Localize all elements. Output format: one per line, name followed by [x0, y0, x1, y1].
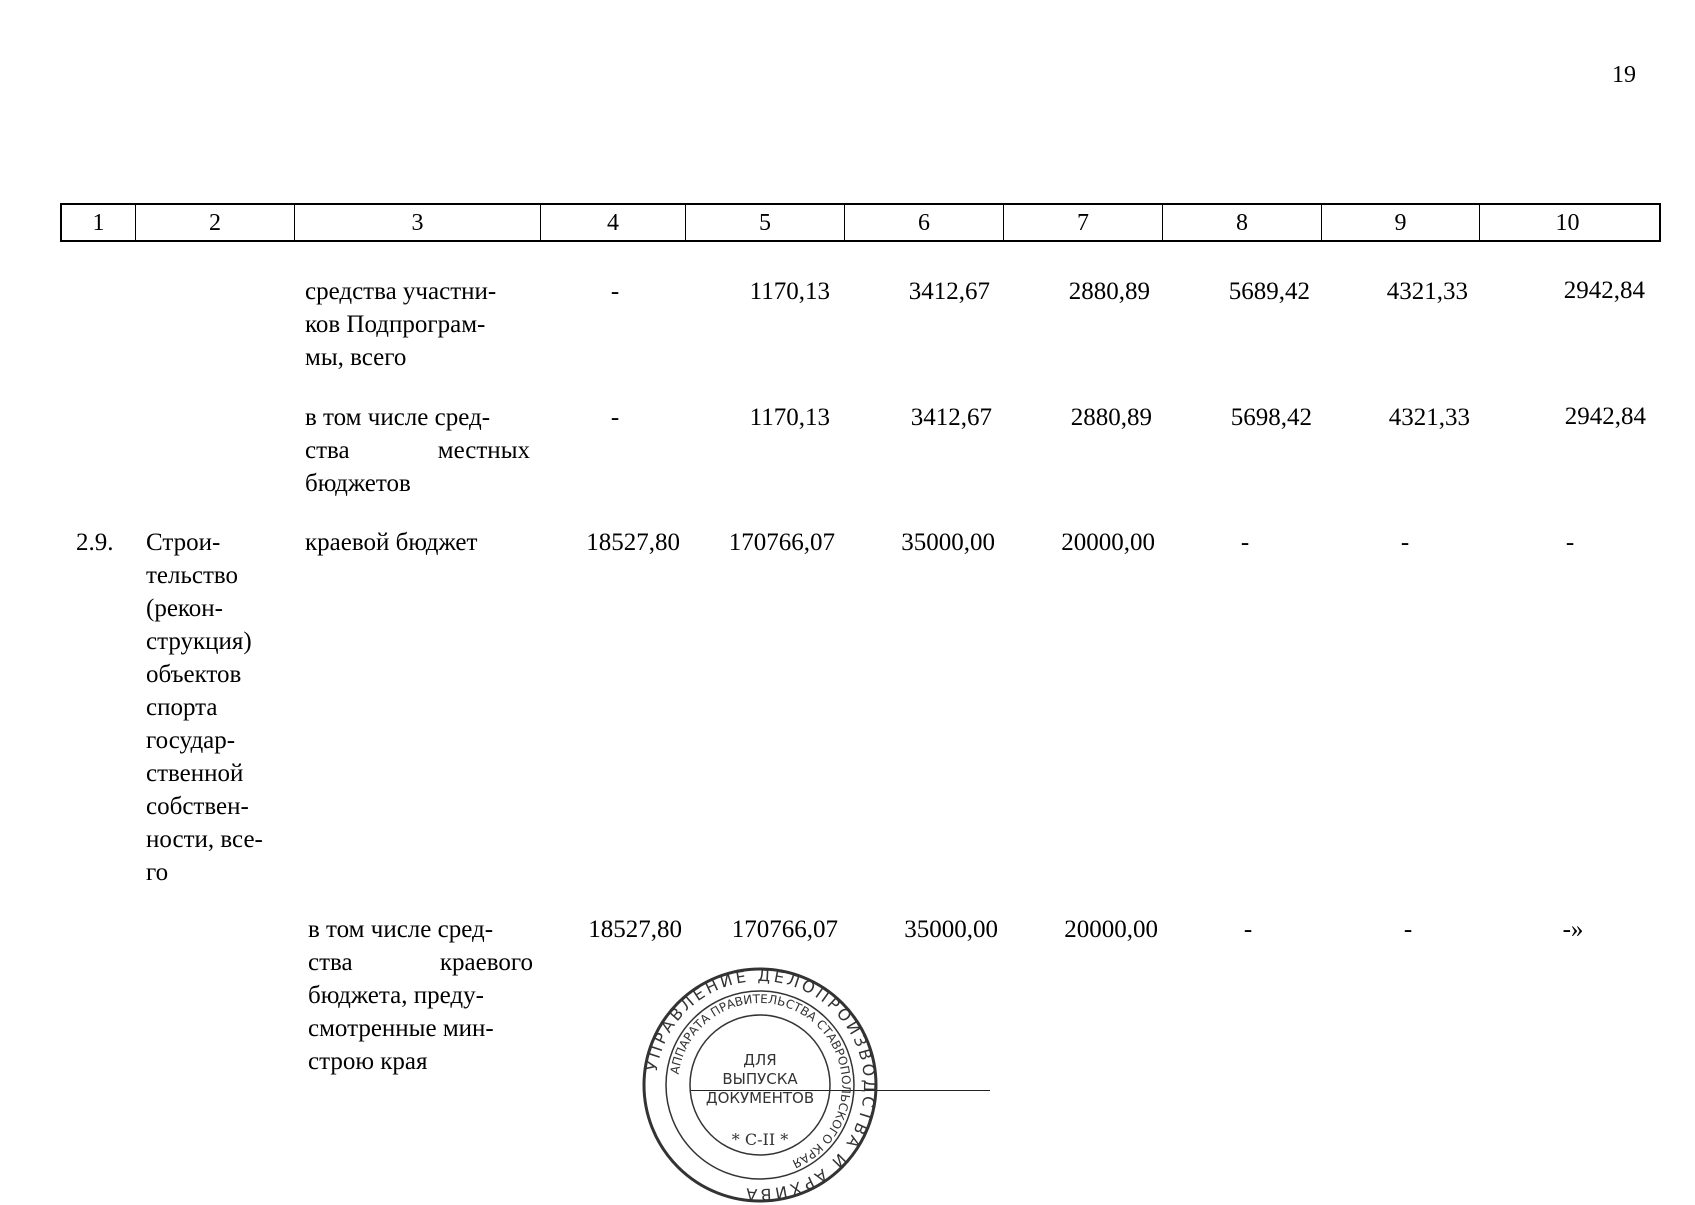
row-3-name-line: государ- — [146, 727, 236, 754]
row-1-col10: 2942,84 — [1563, 277, 1645, 304]
row-4-col7: 20000,00 — [1064, 916, 1158, 943]
header-cell-1: 1 — [92, 210, 105, 236]
stamp-center-line-1: ДЛЯ — [743, 1051, 777, 1069]
row-4-col9: - — [1403, 916, 1413, 943]
row-4-col4: 18527,80 — [588, 916, 682, 943]
row-3-name-line: собствен- — [146, 793, 249, 820]
row-3-name-line: ственной — [146, 760, 244, 787]
row-4-description — [308, 913, 533, 1078]
row-2-desc-line: ства местных — [305, 437, 530, 464]
row-3-desc-line: краевой бюджет — [305, 529, 478, 556]
page-number: 19 — [1612, 62, 1636, 88]
row-2-desc-line: бюджетов — [305, 470, 411, 497]
stamp-center-line-3: ДОКУМЕНТОВ — [705, 1089, 815, 1107]
row-4-desc-line: в том числе сред- — [308, 916, 494, 943]
row-1-col4: - — [610, 278, 620, 305]
row-3-name-line: (рекон- — [146, 595, 224, 622]
row-4-desc-line: бюджета, преду- — [308, 982, 484, 1009]
row-1-col6: 3412,67 — [908, 278, 990, 305]
row-2-col5: 1170,13 — [749, 404, 830, 431]
row-1-description — [305, 275, 530, 374]
row-3-name — [146, 526, 296, 889]
header-cell-3: 3 — [294, 205, 540, 240]
row-3-col6: 35000,00 — [901, 529, 995, 556]
row-3-col7: 20000,00 — [1061, 529, 1155, 556]
row-2-col10: 2942,84 — [1564, 403, 1646, 430]
row-2-description — [305, 401, 530, 500]
row-1-col7: 2880,89 — [1068, 278, 1150, 305]
stamp-center-line-2: ВЫПУСКА — [722, 1070, 798, 1088]
header-cell-6: 6 — [844, 205, 1003, 240]
row-3-col5: 170766,07 — [728, 529, 835, 556]
header-cell-8: 8 — [1162, 205, 1321, 240]
header-cell-7: 7 — [1003, 205, 1162, 240]
row-3-index: 2.9. — [76, 529, 114, 556]
column-number-header — [60, 203, 1661, 242]
row-4-col6: 35000,00 — [904, 916, 998, 943]
row-2-col4: - — [610, 404, 620, 431]
row-3-name-line: го — [146, 859, 169, 886]
header-cell-5: 5 — [685, 205, 844, 240]
row-3-name-line: тельство — [146, 562, 239, 589]
row-2-col7: 2880,89 — [1070, 404, 1152, 431]
row-1-desc-line: средства участни- — [305, 278, 497, 305]
row-4-col10: -» — [1562, 916, 1584, 943]
official-seal-stamp — [640, 965, 880, 1205]
row-2-col6: 3412,67 — [910, 404, 992, 431]
row-2-desc-line: в том числе сред- — [305, 404, 491, 431]
row-1-desc-line: ков Подпрограм- — [305, 311, 486, 338]
row-4-col5: 170766,07 — [731, 916, 838, 943]
row-3-name-line: объектов — [146, 661, 242, 688]
row-4-desc-line: смотренные мин- — [308, 1015, 494, 1042]
row-3-description — [305, 526, 530, 559]
row-3-col8: - — [1240, 529, 1250, 556]
row-4-col8: - — [1243, 916, 1253, 943]
row-2-col9: 4321,33 — [1388, 404, 1470, 431]
header-cell-9: 9 — [1321, 205, 1479, 240]
row-4-desc-line: ства краевого — [308, 949, 533, 976]
header-cell-10: 10 — [1479, 205, 1655, 240]
row-1-col8: 5689,42 — [1228, 278, 1310, 305]
row-3-name-line: спорта — [146, 694, 218, 721]
row-3-name-line: струкция) — [146, 628, 252, 655]
row-3-name-line: ности, все- — [146, 826, 263, 853]
stamp-outer-text: УПРАВЛЕНИЕ ДЕЛОПРОИЗВОДСТВА И АРХИВА — [641, 965, 880, 1205]
row-4-desc-line: строю края — [308, 1048, 428, 1075]
row-3-col4: 18527,80 — [586, 529, 680, 556]
row-3-col9: - — [1400, 529, 1410, 556]
row-1-col9: 4321,33 — [1386, 278, 1468, 305]
stamp-inner-text: АППАРАТА ПРАВИТЕЛЬСТВА СТАВРОПОЛЬСКОГО КРАЯ — [667, 991, 854, 1171]
stamp-code: * С-II * — [731, 1130, 789, 1149]
header-cell-4: 4 — [540, 205, 685, 240]
row-3-name-line: Строи- — [146, 529, 221, 556]
row-1-col5: 1170,13 — [749, 278, 830, 305]
row-1-desc-line: мы, всего — [305, 344, 407, 371]
header-cell-2: 2 — [135, 205, 294, 240]
row-3-col10: - — [1565, 529, 1575, 556]
row-2-col8: 5698,42 — [1230, 404, 1312, 431]
